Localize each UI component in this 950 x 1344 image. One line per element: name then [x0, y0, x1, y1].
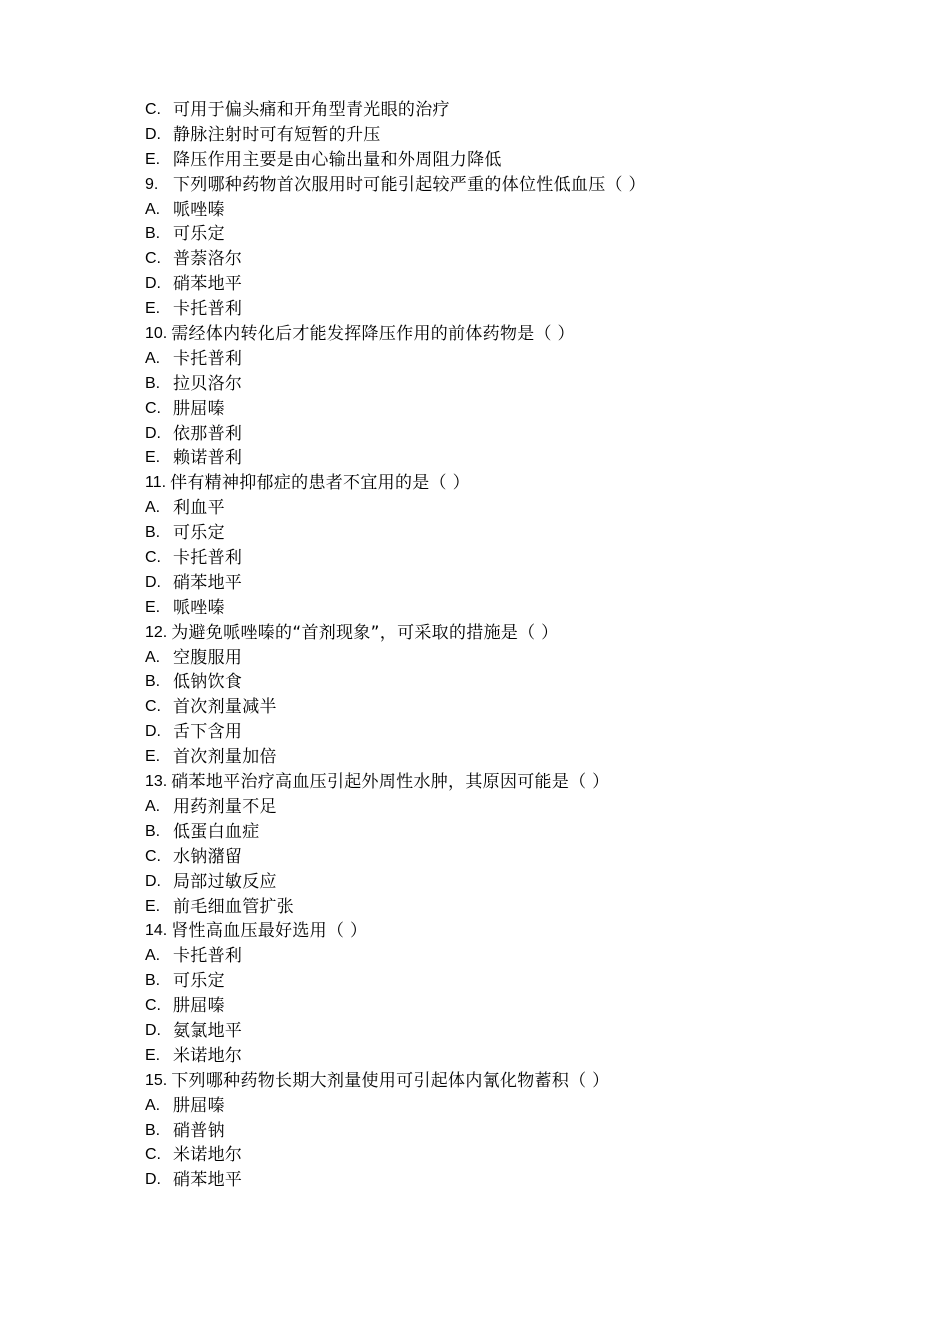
option-text: 可乐定	[173, 971, 225, 992]
question-text: 为避免哌唑嗪的“首剂现象”，可采取的措施是（ ）	[171, 622, 559, 643]
option-line	[145, 1168, 865, 1193]
option-text: 卡托普利	[173, 548, 243, 569]
option-label: E.	[145, 897, 161, 915]
option-label: D.	[145, 275, 161, 293]
option-label: A.	[145, 349, 161, 367]
option-line	[145, 347, 865, 372]
option-text: 低钠饮食	[173, 672, 243, 693]
option-label: E.	[145, 300, 161, 318]
option-text: 静脉注射时可有短暂的升压	[173, 124, 381, 145]
option-text: 可乐定	[173, 523, 225, 544]
option-label: B.	[145, 374, 161, 392]
option-label: C.	[145, 549, 161, 567]
option-label: E.	[145, 150, 161, 168]
option-line	[145, 820, 865, 845]
option-text: 卡托普利	[173, 946, 243, 967]
option-text: 肼屈嗪	[173, 996, 225, 1017]
question-line	[145, 621, 865, 646]
option-label: B.	[145, 673, 161, 691]
question-line	[145, 1069, 865, 1094]
option-label: A.	[145, 1096, 161, 1114]
option-label: E.	[145, 1046, 161, 1064]
question-line	[145, 770, 865, 795]
option-label: D.	[145, 573, 161, 591]
document-body	[145, 98, 865, 1193]
question-number: 10.	[145, 325, 168, 343]
option-label: E.	[145, 748, 161, 766]
option-text: 哌唑嗪	[173, 199, 225, 220]
question-number: 12.	[145, 623, 168, 641]
question-number: 13.	[145, 773, 168, 791]
option-label: C.	[145, 698, 161, 716]
option-text: 水钠潴留	[173, 846, 243, 867]
option-line	[145, 446, 865, 471]
option-text: 普萘洛尔	[173, 249, 243, 270]
option-label: A.	[145, 947, 161, 965]
option-line	[145, 670, 865, 695]
question-number: 11.	[145, 474, 167, 492]
question-text: 下列哪种药物首次服用时可能引起较严重的体位性低血压（ ）	[173, 174, 646, 195]
option-line	[145, 571, 865, 596]
option-label: A.	[145, 200, 161, 218]
option-line	[145, 1019, 865, 1044]
option-line	[145, 845, 865, 870]
option-text: 局部过敏反应	[173, 871, 277, 892]
option-label: B.	[145, 972, 161, 990]
option-line	[145, 1119, 865, 1144]
option-line	[145, 944, 865, 969]
option-label: D.	[145, 872, 161, 890]
option-text: 肼屈嗪	[173, 398, 225, 419]
option-line	[145, 496, 865, 521]
option-label: C.	[145, 1146, 161, 1164]
question-number: 15.	[145, 1071, 168, 1089]
question-text: 需经体内转化后才能发挥降压作用的前体药物是（ ）	[171, 324, 575, 345]
option-line	[145, 795, 865, 820]
option-text: 舌下含用	[173, 722, 243, 743]
question-text: 下列哪种药物长期大剂量使用可引起体内氰化物蓄积（ ）	[171, 1070, 610, 1091]
option-line	[145, 745, 865, 770]
option-text: 哌唑嗪	[173, 597, 225, 618]
option-line	[145, 222, 865, 247]
option-line	[145, 1044, 865, 1069]
option-label: C.	[145, 399, 161, 417]
option-label: A.	[145, 648, 161, 666]
option-line	[145, 720, 865, 745]
option-label: B.	[145, 524, 161, 542]
option-line	[145, 422, 865, 447]
option-label: A.	[145, 499, 161, 517]
option-text: 米诺地尔	[173, 1145, 243, 1166]
option-line	[145, 297, 865, 322]
question-line	[145, 919, 865, 944]
option-text: 硝苯地平	[173, 572, 243, 593]
option-text: 前毛细血管扩张	[173, 896, 295, 917]
option-line	[145, 994, 865, 1019]
option-text: 肼屈嗪	[173, 1095, 225, 1116]
option-text: 低蛋白血症	[173, 821, 260, 842]
option-label: B.	[145, 1121, 161, 1139]
question-line	[145, 471, 865, 496]
option-text: 用药剂量不足	[173, 796, 277, 817]
option-line	[145, 198, 865, 223]
option-line	[145, 870, 865, 895]
option-label: E.	[145, 598, 161, 616]
option-line	[145, 272, 865, 297]
option-text: 可用于偏头痛和开角型青光眼的治疗	[173, 100, 450, 120]
option-line	[145, 646, 865, 671]
option-label: C.	[145, 997, 161, 1015]
question-number: 14.	[145, 922, 168, 940]
option-line	[145, 148, 865, 173]
option-label: B.	[145, 225, 161, 243]
option-line	[145, 372, 865, 397]
option-line	[145, 247, 865, 272]
option-label: E.	[145, 449, 161, 467]
option-line	[145, 1094, 865, 1119]
option-label: B.	[145, 822, 161, 840]
option-line	[145, 521, 865, 546]
question-number: 9.	[145, 175, 159, 193]
option-line	[145, 695, 865, 720]
option-text: 空腹服用	[173, 647, 243, 668]
option-text: 降压作用主要是由心输出量和外周阻力降低	[173, 149, 502, 170]
option-text: 硝苯地平	[173, 1170, 243, 1191]
option-text: 赖诺普利	[173, 448, 243, 469]
option-line	[145, 1143, 865, 1168]
option-line	[145, 98, 865, 123]
option-line	[145, 969, 865, 994]
option-line	[145, 546, 865, 571]
option-text: 依那普利	[173, 423, 243, 444]
question-line	[145, 322, 865, 347]
option-text: 拉贝洛尔	[173, 373, 243, 394]
option-label: D.	[145, 1021, 161, 1039]
question-text: 伴有精神抑郁症的患者不宜用的是（ ）	[170, 473, 470, 494]
option-text: 利血平	[173, 498, 225, 519]
option-label: C.	[145, 847, 161, 865]
option-line	[145, 397, 865, 422]
option-text: 氨氯地平	[173, 1020, 243, 1041]
option-text: 可乐定	[173, 224, 225, 245]
question-text: 肾性高血压最好选用（ ）	[171, 921, 368, 942]
option-line	[145, 123, 865, 148]
option-text: 硝普钠	[173, 1120, 225, 1141]
question-line	[145, 173, 865, 198]
option-text: 首次剂量加倍	[173, 747, 277, 768]
option-label: C.	[145, 101, 161, 118]
option-text: 米诺地尔	[173, 1045, 243, 1066]
option-text: 卡托普利	[173, 348, 243, 369]
option-line	[145, 596, 865, 621]
option-label: A.	[145, 797, 161, 815]
option-text: 卡托普利	[173, 299, 243, 320]
option-label: D.	[145, 125, 161, 143]
option-text: 首次剂量减半	[173, 697, 277, 718]
option-label: C.	[145, 250, 161, 268]
option-line	[145, 895, 865, 920]
option-label: D.	[145, 723, 161, 741]
option-label: D.	[145, 1171, 161, 1189]
option-text: 硝苯地平	[173, 274, 243, 295]
question-text: 硝苯地平治疗高血压引起外周性水肿，其原因可能是（ ）	[171, 772, 610, 793]
option-label: D.	[145, 424, 161, 442]
